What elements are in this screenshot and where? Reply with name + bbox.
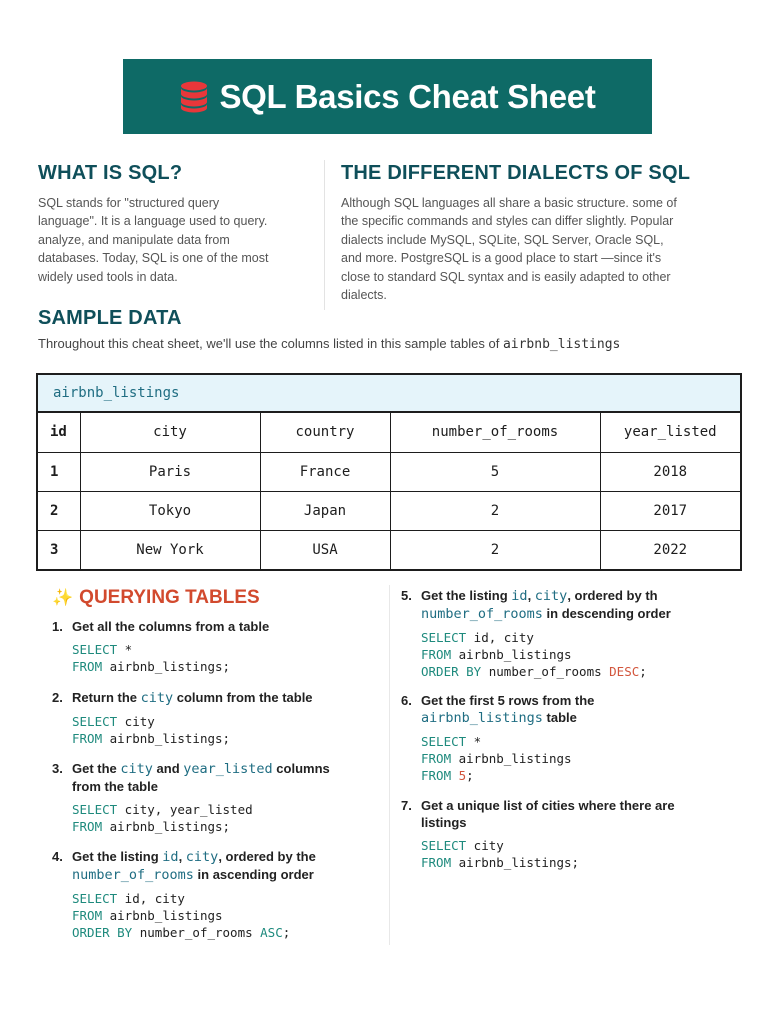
table-cell: Tokyo <box>80 491 260 530</box>
database-icon <box>179 81 209 113</box>
page-title: SQL Basics Cheat Sheet <box>219 77 596 115</box>
sample-intro: Throughout this cheat sheet, we'll use the columns listed in this sample tables of airbnb_listings <box>38 336 621 352</box>
code-block: SELECT * FROM airbnb_listings; <box>72 642 231 674</box>
table-cell: USA <box>260 530 390 569</box>
column-header: number_of_rooms <box>390 413 600 452</box>
table-cell: Paris <box>80 452 260 491</box>
dialects-text: Although SQL languages all share a basic structure. some of the specific commands and styles can differ slightly. Popular dialects include MySQL, SQLite, SQL Server, Oracle SQL, and more. PostgreSQL is a good place to start —since it's close to standard SQL syntax and is easily adapted to other dialects. <box>341 196 677 303</box>
code-block: SELECT city FROM airbnb_listings; <box>421 838 580 870</box>
column-header: country <box>260 413 390 452</box>
code-block: SELECT city FROM airbnb_listings; <box>72 714 231 746</box>
table-cell: 3 <box>38 530 80 569</box>
table-cell: 1 <box>38 452 80 491</box>
table-row <box>38 491 740 530</box>
query-item-3: 3. Get the city and year_listed columns from the table SELECT city, year_listed FROM airbnb_listings; <box>52 761 330 834</box>
what-is-sql-heading: WHAT IS SQL? <box>38 162 183 184</box>
sample-data-heading: SAMPLE DATA <box>38 307 182 329</box>
sample-table <box>36 373 742 571</box>
querying-tables-heading: ✨ QUERYING TABLES <box>52 587 260 608</box>
code-block: SELECT id, city FROM airbnb_listings ORDER BY number_of_rooms ASC; <box>72 891 291 940</box>
table-row <box>38 530 740 569</box>
table-cell: Japan <box>260 491 390 530</box>
column-divider <box>389 585 390 945</box>
code-block: SELECT id, city FROM airbnb_listings ORDER BY number_of_rooms DESC; <box>421 630 647 679</box>
table-cell: New York <box>80 530 260 569</box>
table-cell: 2017 <box>600 491 740 530</box>
table-cell: 2018 <box>600 452 740 491</box>
column-header: year_listed <box>600 413 740 452</box>
query-item-2: 2. Return the city column from the table SELECT city FROM airbnb_listings; <box>52 690 313 746</box>
table-name: airbnb_listings <box>38 375 740 413</box>
column-header: id <box>38 413 80 452</box>
column-header: city <box>80 413 260 452</box>
dialects-heading: THE DIFFERENT DIALECTS OF SQL <box>341 162 691 184</box>
table-cell: 2 <box>390 530 600 569</box>
table-cell: 2 <box>390 491 600 530</box>
sparkle-icon: ✨ <box>52 588 74 607</box>
table-cell: 2022 <box>653 541 688 558</box>
query-item-1: 1. Get all the columns from a table SELECT * FROM airbnb_listings; <box>52 619 270 674</box>
query-item-4: 4. Get the listing id, city, ordered by the number_of_rooms in ascending order SELECT id, city FROM airbnb_listings ORDER BY number_of_rooms ASC; <box>52 849 316 940</box>
query-item-6: 6. Get the first 5 rows from the airbnb_listings table SELECT * FROM airbnb_listings FROM 5; <box>401 693 595 783</box>
table-cell: 2 <box>38 491 80 530</box>
table-header-row <box>38 413 740 452</box>
table-cell: France <box>260 452 390 491</box>
title-banner <box>123 59 652 134</box>
section-divider <box>324 160 325 310</box>
query-item-5: 5. Get the listing id, city, ordered by th number_of_rooms in descending order SELECT id, city FROM airbnb_listings ORDER BY number_of_rooms DESC; <box>401 588 671 679</box>
query-item-7: 7. Get a unique list of cities where there are listings SELECT city FROM airbnb_listings; <box>401 798 675 870</box>
code-block: SELECT * FROM airbnb_listings FROM 5; <box>421 734 572 783</box>
table-cell: 5 <box>390 452 600 491</box>
code-block: SELECT city, year_listed FROM airbnb_listings; <box>72 802 253 834</box>
what-is-sql-text: SQL stands for "structured query language". It is a language used to query. analyze, and manipulate data from databases. Today, SQL is one of the most widely used tools in data. <box>38 196 269 284</box>
table-row <box>38 452 740 491</box>
